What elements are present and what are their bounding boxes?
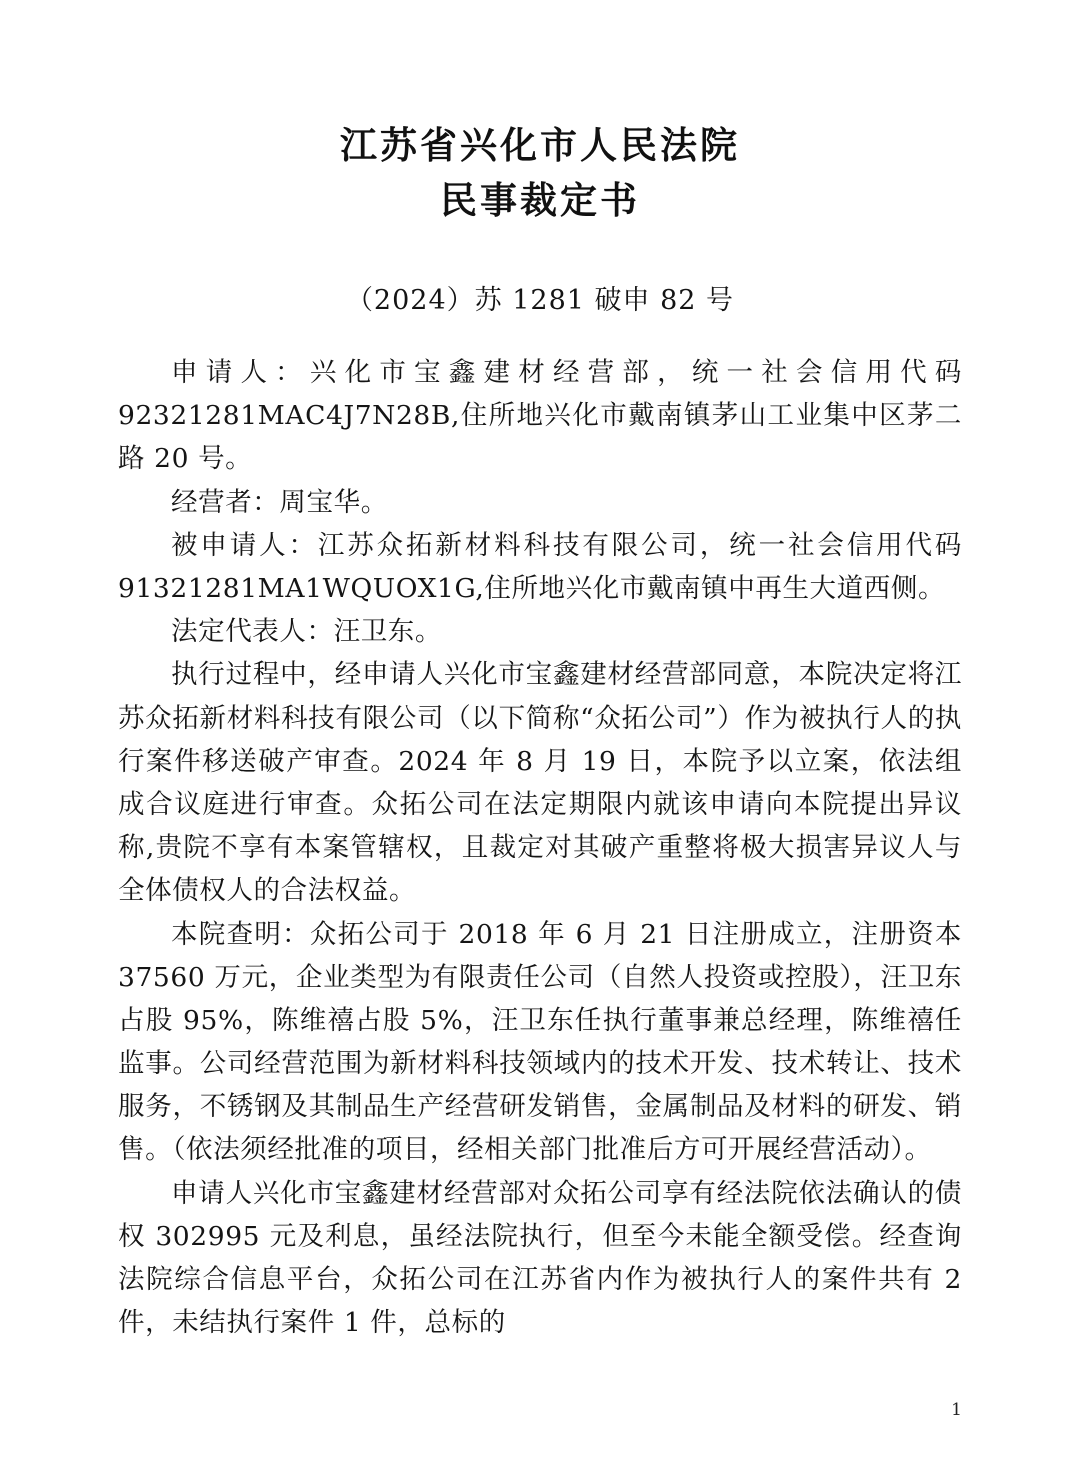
court-name: 江苏省兴化市人民法院: [340, 123, 740, 167]
paragraph-operator: 经营者：周宝华。: [171, 486, 388, 518]
paragraph-execution-process: 执行过程中，经申请人兴化市宝鑫建材经营部同意，本院决定将江苏众拓新材料科技有限公司（以下简称“众拓公司”）作为被执行人的执行案件移送破产审查。2024 年 8 月 19 日，本院予以立案，依法组成合议庭进行审查。众拓公司在法定期限内就该申请向本院提出异议称,贵院不享有本案管辖权，且裁定对其破产重整将极大损害异议人与全体债权人的合法权益。: [118, 659, 962, 907]
paragraph-respondent: 被申请人：江苏众拓新材料科技有限公司，统一社会信用代码 91321281MA1WQUOX1G,住所地兴化市戴南镇中再生大道西侧。: [118, 529, 962, 605]
document-body: [118, 351, 962, 1344]
page-number: 1: [951, 1400, 962, 1420]
document-type: 民事裁定书: [440, 178, 640, 223]
case-number: （2024）苏 1281 破申 82 号: [345, 285, 735, 317]
paragraph-applicant: 申请人：兴化市宝鑫建材经营部，统一社会信用代码 92321281MAC4J7N28B,住所地兴化市戴南镇茅山工业集中区茅二路 20 号。: [118, 357, 962, 475]
paragraph-claim-details: 申请人兴化市宝鑫建材经营部对众拓公司享有经法院依法确认的债权 302995 元及利息，虽经法院执行，但至今未能全额受偿。经查询法院综合信息平台，众拓公司在江苏省内作为被执行人的案件共有 2 件，未结执行案件 1 件，总标的: [118, 1177, 962, 1339]
paragraph-court-findings: 本院查明：众拓公司于 2018 年 6 月 21 日注册成立，注册资本 37560 万元，企业类型为有限责任公司（自然人投资或控股），汪卫东占股 95%，陈维禧占股 5%，汪卫东任执行董事兼总经理，陈维禧任监事。公司经营范围为新材料科技领域内的技术开发、技术转让、技术服务，不锈钢及其制品生产经营研发销售，金属制品及材料的研发、销售。（依法须经批准的项目，经相关部门批准后方可开展经营活动）。: [118, 918, 962, 1166]
paragraph-legal-representative: 法定代表人：汪卫东。: [171, 616, 442, 648]
document-title: [118, 120, 962, 226]
